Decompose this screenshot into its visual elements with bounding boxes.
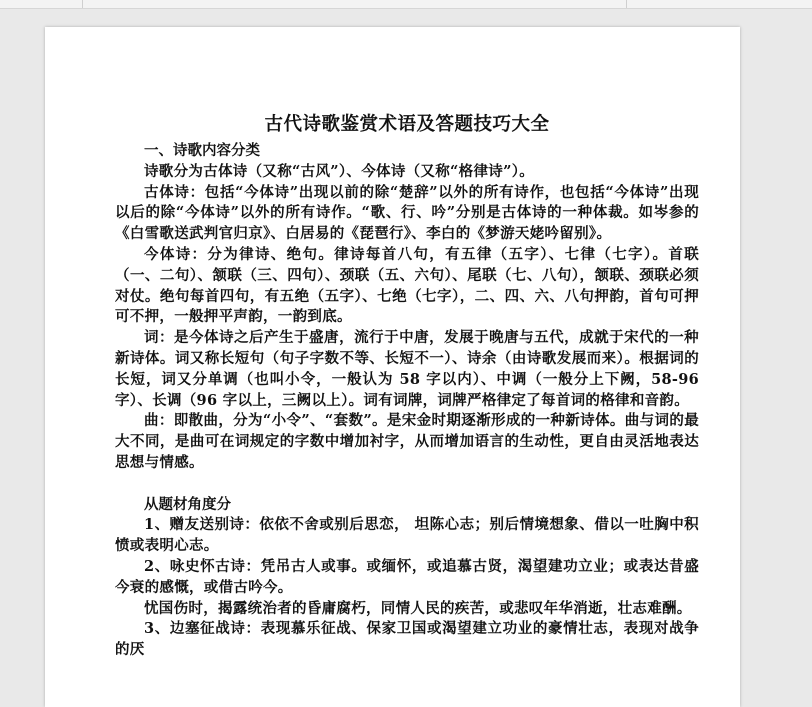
section-heading-by-subject: 从题材角度分 (144, 495, 231, 513)
toolbar-strip (0, 0, 812, 9)
blank-line (115, 474, 699, 495)
paragraph-concern-times: 忧国伤时，揭露统治者的昏庸腐朽，同情人民的疾苦，或悲叹年华消逝，壮志难酬。 (144, 599, 692, 617)
toolbar-separator (82, 0, 83, 8)
paragraph-history-poems: 2、咏史怀古诗：凭吊古人或事。或缅怀，或追慕古贤，渴望建功立业；或表达昔盛今衰的感慨，或借古吟今。 (115, 557, 699, 596)
paragraph-frontier-poems: 3、边塞征战诗：表现慕乐征战、保家卫国或渴望建立功业的豪情壮志，表现对战争的厌 (115, 620, 699, 659)
paragraph-farewell-poems: 1、赠友送别诗：依依不舍或别后思恋， 坦陈心志；别后情境想象、借以一吐胸中积愤或表明心志。 (115, 516, 699, 555)
paragraph-ci: 词：是今体诗之后产生于盛唐，流行于中唐，发展于晚唐与五代，成就于宋代的一种新诗体。词又称长短句（句子字数不等、长短不一）、诗余（由诗歌发展而来）。根据词的长短，词又分单调（也叫小令，一般认为 58 字以内）、中调（一般分上下阙，58-96 字）、长调（96 字以上，三阙以上）。词有词牌，词牌严格律定了每首词的格律和音韵。 (115, 329, 699, 409)
paragraph-modern-style: 今体诗：分为律诗、绝句。律诗每首八句，有五律（五字）、七律（七字）。首联（一、二句）、颔联（三、四句）、颈联（五、六句）、尾联（七、八句），颔联、颈联必须对仗。绝句每首四句，有五绝（五字）、七绝（七字），二、四、六、八句押韵，首句可押可不押，一般押平声韵，一韵到底。 (115, 245, 699, 326)
paragraph-qu: 曲：即散曲，分为“小令”、“套数”。是宋金时期逐渐形成的一种新诗体。曲与词的最大不同，是曲可在词规定的字数中增加衬字，从而增加语言的生动性，更自由灵活地表达思想与情感。 (115, 412, 699, 471)
toolbar-separator (626, 0, 627, 8)
document-page (45, 27, 740, 707)
document-body (115, 111, 699, 661)
section-heading-content-categories: 一、诗歌内容分类 (144, 142, 260, 159)
document-title: 古代诗歌鉴赏术语及答题技巧大全 (264, 114, 550, 135)
paragraph-poetry-types: 诗歌分为古体诗（又称“古风”）、今体诗（又称“格律诗”）。 (144, 162, 535, 180)
paragraph-ancient-style: 古体诗：包括“今体诗”出现以前的除“楚辞”以外的所有诗作，也包括“今体诗”出现以后的除“今体诗”以外的所有诗作。“歌、行、吟”分别是古体诗的一种体裁。如岑参的《白雪歌送武判官归京》、白居易的《琵琶行》、李白的《梦游天姥吟留别》。 (115, 183, 699, 243)
